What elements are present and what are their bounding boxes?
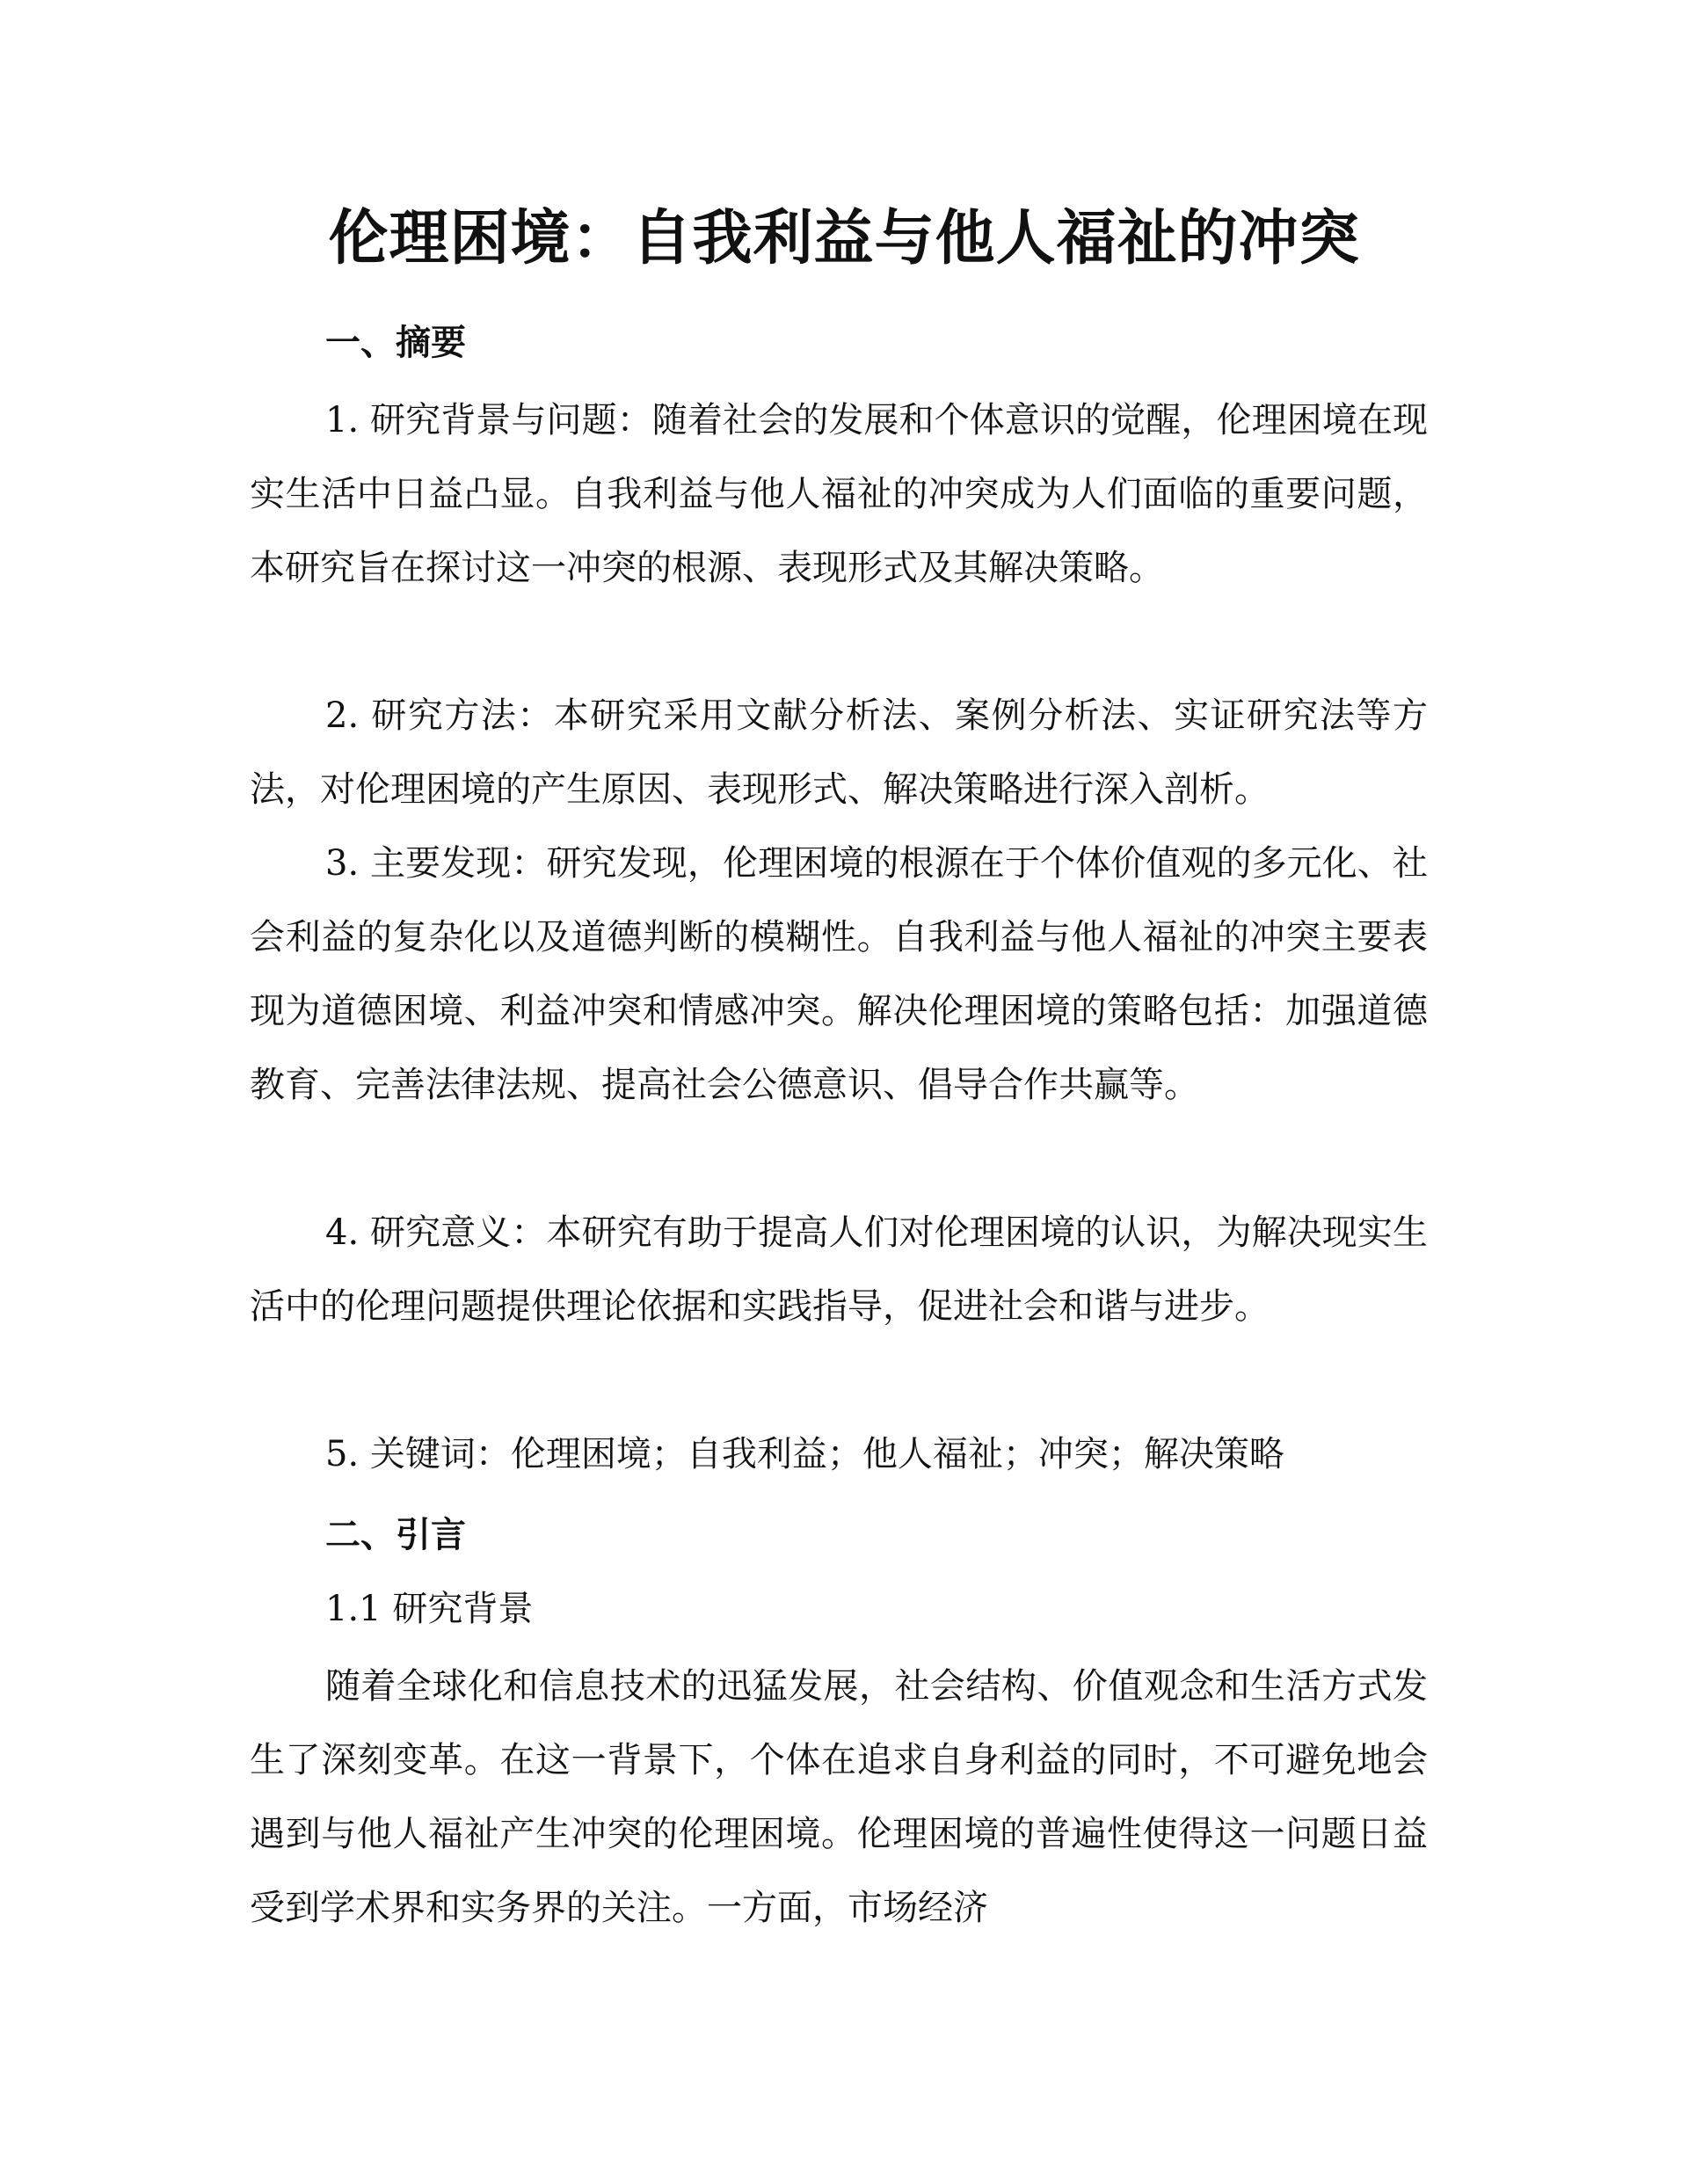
- document-title: 伦理困境：自我利益与他人福祉的冲突: [328, 204, 1360, 273]
- abstract-item-5-keywords: 5. 关键词：伦理困境；自我利益；他人福祉；冲突；解决策略: [325, 1434, 1284, 1474]
- abstract-item-3: 3. 主要发现：研究发现，伦理困境的根源在于个体价值观的多元化、社会利益的复杂化以及道德判断的模糊性。自我利益与他人福祉的冲突主要表现为道德困境、利益冲突和情感冲突。解决伦理困境的策略包括：加强道德教育、完善法律法规、提高社会公德意识、倡导合作共赢等。: [250, 843, 1428, 1105]
- intro-paragraph: 随着全球化和信息技术的迅猛发展，社会结构、价值观念和生活方式发生了深刻变革。在这一背景下，个体在追求自身利益的同时，不可避免地会遇到与他人福祉产生冲突的伦理困境。伦理困境的普遍性使得这一问题日益受到学术界和实务界的关注。一方面，市场经济: [250, 1666, 1428, 1928]
- subsection-heading-research-background: 1.1 研究背景: [325, 1589, 534, 1629]
- abstract-item-2: 2. 研究方法：本研究采用文献分析法、案例分析法、实证研究法等方法，对伦理困境的产生原因、表现形式、解决策略进行深入剖析。: [250, 695, 1428, 810]
- section-heading-introduction: 二、引言: [325, 1515, 466, 1555]
- abstract-item-1: 1. 研究背景与问题：随着社会的发展和个体意识的觉醒，伦理困境在现实生活中日益凸显。自我利益与他人福祉的冲突成为人们面临的重要问题，本研究旨在探讨这一冲突的根源、表现形式及其解决策略。: [250, 400, 1428, 588]
- abstract-item-4: 4. 研究意义：本研究有助于提高人们对伦理困境的认识，为解决现实生活中的伦理问题提供理论依据和实践指导，促进社会和谐与进步。: [250, 1212, 1428, 1327]
- section-heading-abstract: 一、摘要: [325, 323, 466, 363]
